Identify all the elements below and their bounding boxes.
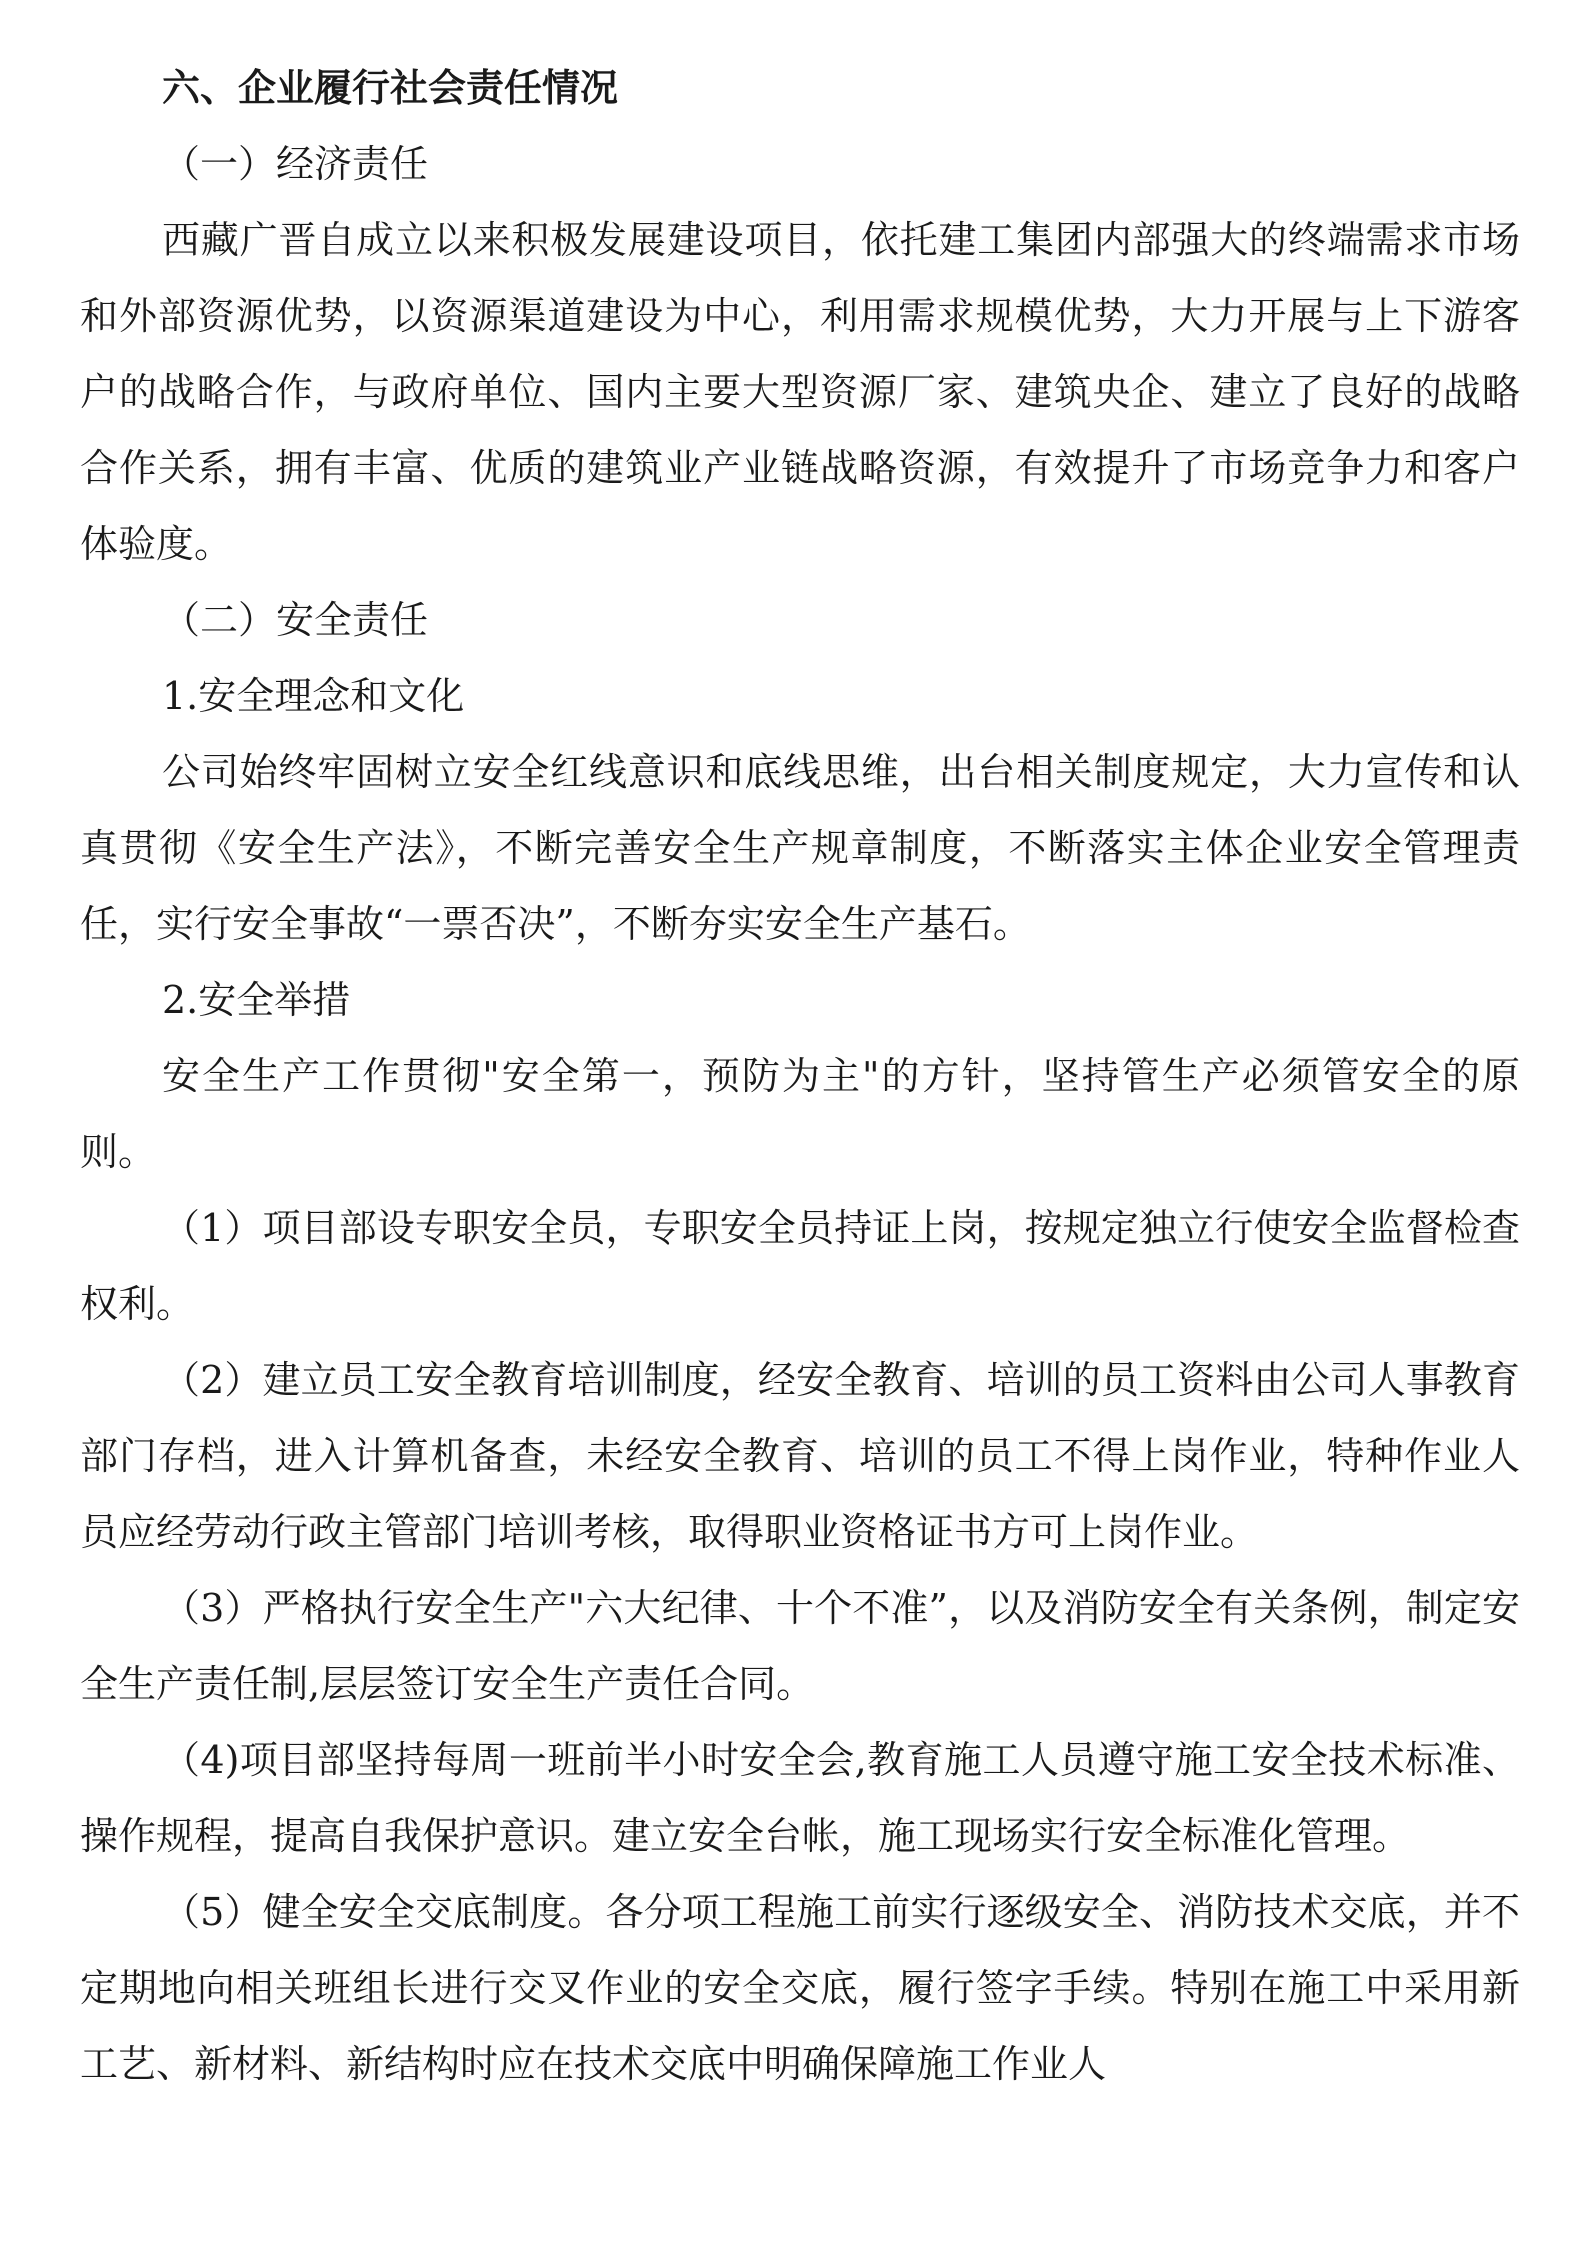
paragraph-safety-culture: 公司始终牢固树立安全红线意识和底线思维，出台相关制度规定，大力宣传和认真贯彻《安全生产法》，不断完善安全生产规章制度，不断落实主体企业安全管理责任，实行安全事故“一票否决”，不断夯实安全生产基石。 [80, 750, 1520, 946]
subheading-economic: （一）经济责任 [162, 142, 429, 186]
document-page [80, 50, 1520, 2102]
subheading-safety: （二）安全责任 [162, 598, 429, 642]
paragraph-measure-5: （5）健全安全交底制度。各分项工程施工前实行逐级安全、消防技术交底，并不定期地向相关班组长进行交叉作业的安全交底，履行签字手续。特别在施工中采用新工艺、新材料、新结构时应在技术交底中明确保障施工作业人 [80, 1890, 1520, 2086]
paragraph-measure-1: （1）项目部设专职安全员，专职安全员持证上岗，按规定独立行使安全监督检查权利。 [80, 1206, 1520, 1326]
paragraph-economic: 西藏广晋自成立以来积极发展建设项目，依托建工集团内部强大的终端需求市场和外部资源优势，以资源渠道建设为中心，利用需求规模优势，大力开展与上下游客户的战略合作，与政府单位、国内主要大型资源厂家、建筑央企、建立了良好的战略合作关系，拥有丰富、优质的建筑业产业链战略资源，有效提升了市场竞争力和客户体验度。 [80, 218, 1520, 566]
paragraph-measure-2: （2）建立员工安全教育培训制度，经安全教育、培训的员工资料由公司人事教育部门存档，进入计算机备查，未经安全教育、培训的员工不得上岗作业，特种作业人员应经劳动行政主管部门培训考核，取得职业资格证书方可上岗作业。 [80, 1358, 1520, 1554]
section-heading: 六、企业履行社会责任情况 [162, 66, 619, 110]
paragraph-measure-4: （4)项目部坚持每周一班前半小时安全会,教育施工人员遵守施工安全技术标准、操作规程，提高自我保护意识。建立安全台帐，施工现场实行安全标准化管理。 [80, 1738, 1520, 1858]
subheading-safety-measures: 2.安全举措 [162, 978, 351, 1022]
paragraph-measure-3: （3）严格执行安全生产"六大纪律、十个不准”，以及消防安全有关条例，制定安全生产责任制,层层签订安全生产责任合同。 [80, 1586, 1520, 1706]
paragraph-safety-principle: 安全生产工作贯彻"安全第一，预防为主"的方针，坚持管生产必须管安全的原则。 [80, 1054, 1520, 1174]
subheading-safety-culture: 1.安全理念和文化 [162, 674, 465, 718]
